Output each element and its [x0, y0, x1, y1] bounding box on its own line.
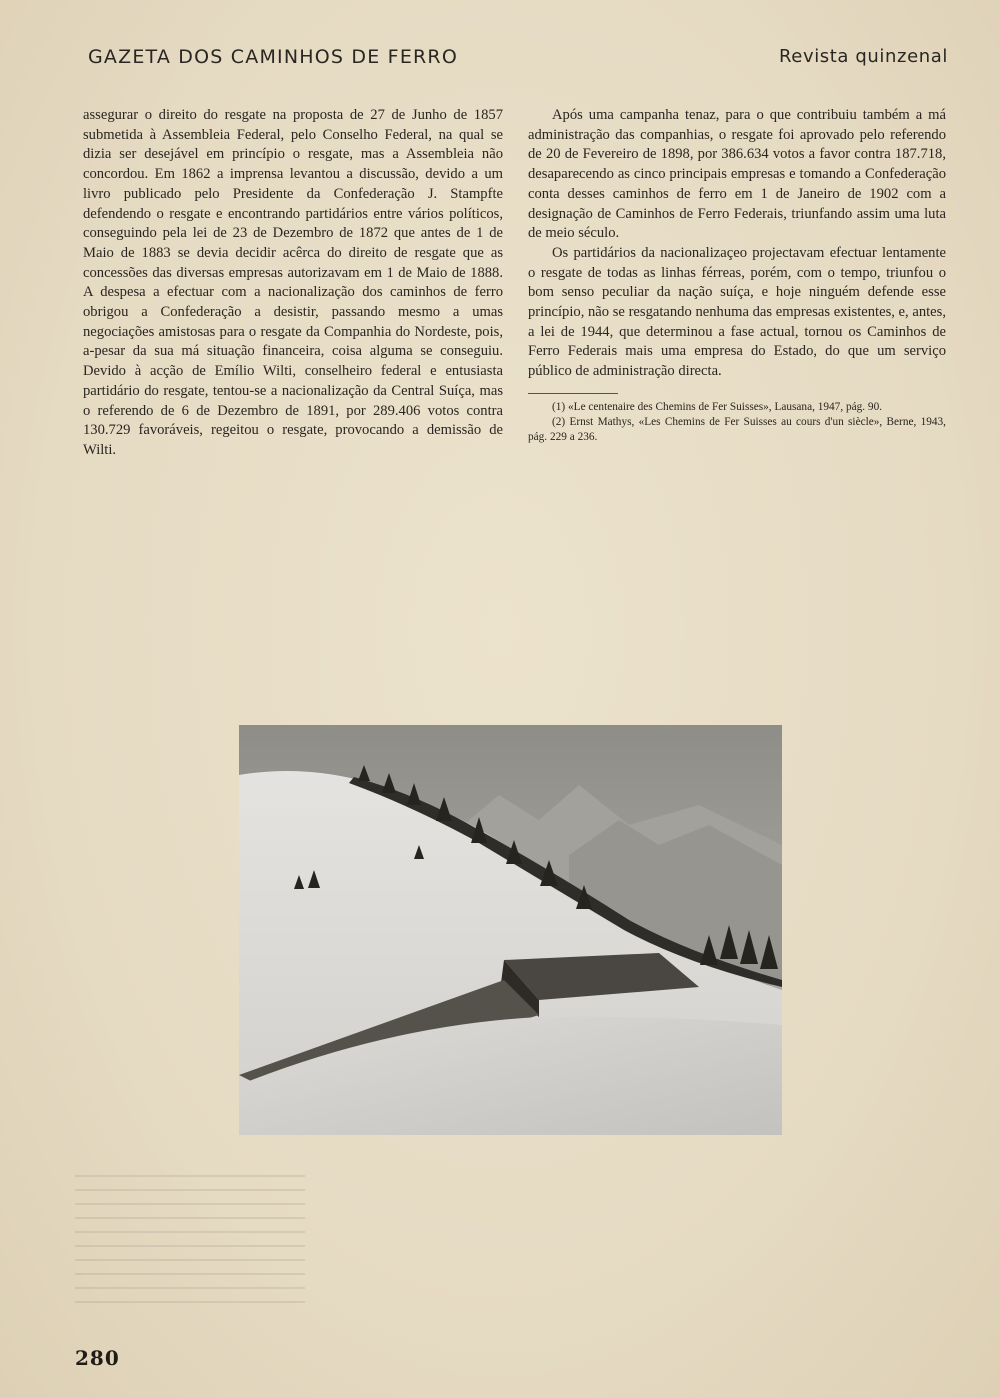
photo-illustration [239, 725, 782, 1135]
footnote-text: «Le centenaire des Chemins de Fer Suisses», Lausana, 1947, pág. 90. [568, 400, 883, 413]
page-number: 280 [75, 1346, 120, 1370]
footnote-divider [528, 393, 618, 394]
left-column [83, 106, 503, 461]
journal-title: GAZETA DOS CAMINHOS DE FERRO [88, 46, 458, 68]
footnote [528, 400, 946, 415]
footnote-marker: (1) [552, 400, 566, 413]
page-header [88, 46, 948, 76]
right-column [528, 106, 946, 445]
right-paragraph: Os partidários da nacionalizaçeo projectavam efectuar lentamente o resgate de todas as linhas férreas, porém, com o tempo, triunfou o bom senso peculiar da nação suíça, e hoje ninguém defende esse princípio, não se resgatando nenhuma das empresas existentes, e, antes, a lei de 1944, que determinou a fase actual, tornou os Caminhos de Ferro Federais mais uma empresa do Estado, do que um serviço público de administração directa. [528, 244, 946, 380]
left-paragraph: assegurar o direito do resgate na proposta de 27 de Junho de 1857 submetida à Assembleia Federal, pelo Conselho Federal, na qual se dizia ser desejável em princípio o resgate, mas a Assembleia não concordou. Em 1862 a imprensa levantou a discussão, devido a um livro publicado pelo Presidente da Confederação J. Stampfte defendendo o resgate e encontrando partidários entre vários políticos, conseguindo pela lei de 23 de Dezembro de 1872 que antes de 1 de Maio de 1883 se devia decidir acêrca do direito de resgate que as concessões das diversas empresas autorizavam em 1 de Maio de 1888. A despesa a efectuar com a nacionalização dos caminhos de ferro obrigou a Confederação a desistir, passando mesmo a umas negociações amistosas para o resgate da Companhia do Nordeste, pois, a-pesar da sua má situação financeira, coisa alguma se conseguiu. Devido à acção de Emílio Wilti, conselheiro federal e entusiasta partidário do resgate, tentou-se a nacionalização da Central Suíça, mas o referendo de 6 de Dezembro de 1891, por 289.406 votos contra 130.729 favoráveis, regeitou o resgate, provocando a demissão de Wilti. [83, 107, 503, 458]
show-through-text [75, 1175, 305, 1305]
footnote-text: Ernst Mathys, «Les Chemins de Fer Suisses au cours d'un siècle», Berne, 1943, pág. 229 a 236. [528, 415, 946, 443]
footnote-marker: (2) [552, 415, 566, 428]
snow-landscape-photo [239, 725, 782, 1135]
footnote [528, 415, 946, 445]
right-paragraph: Após uma campanha tenaz, para o que contribuiu também a má administração das companhias, o resgate foi aprovado pelo referendo de 20 de Fevereiro de 1898, por 386.634 votos a favor contra 187.718, desaparecendo as cinco principais empresas e tomando a Confederação conta desses caminhos de ferro em 1 de Janeiro de 1902 com a designação de Caminhos de Ferro Federais, triunfando assim uma luta de meio século. [528, 107, 946, 242]
issue-label: Revista quinzenal [778, 46, 948, 67]
